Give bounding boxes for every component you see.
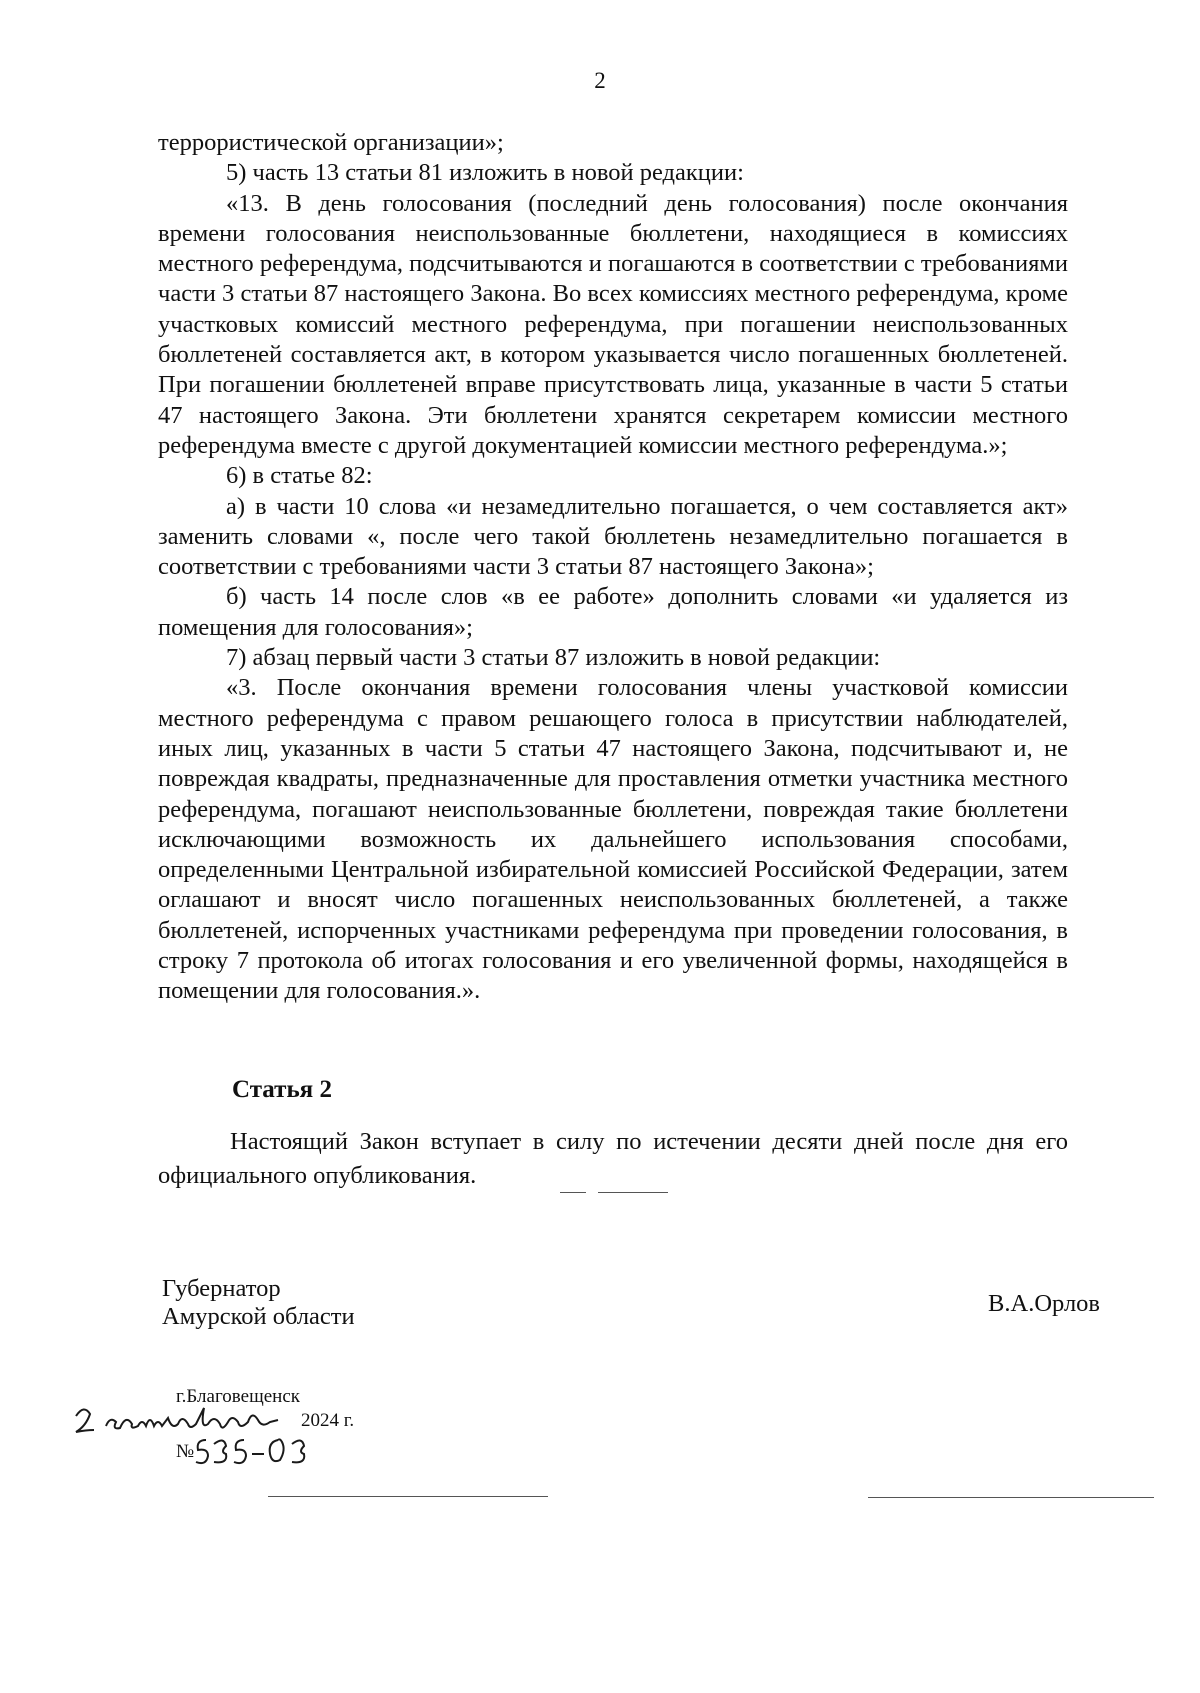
paragraph: террористической организации»; [158,129,504,156]
paragraph: «13. В день голосования (последний день голосования) после окончания времени голосования неиспользованные бюллетени, находящиеся в комиссиях местного референдума, подсчитываются и погашаются в соответствии с требованиями части 3 статьи 87 настоящего Закона. Во всех комиссиях местного референдума, кроме участковых комиссий местного референдума, при погашении неиспользованных бюллетеней составляется акт, в котором указывается число погашенных бюллетеней. При погашении бюллетеней вправе присутствовать лица, указанные в части 5 статьи 47 настоящего Закона. Эти бюллетени хранятся секретарем комиссии местного референдума вместе с другой документацией комиссии местного референдума.»; [158,189,1068,459]
signature-position [162,1275,355,1331]
article-text [158,1125,1068,1193]
number-prefix: № [176,1441,195,1462]
rule-line [868,1497,1154,1498]
rule-line [598,1192,668,1193]
position-line: Губернатор [162,1275,281,1302]
article-heading: Статья 2 [232,1076,332,1103]
paragraph: 7) абзац первый части 3 статьи 87 изложить в новой редакции: [226,644,881,672]
year-suffix: 2024 г. [301,1410,355,1431]
rule-line [560,1192,586,1193]
page-number: 2 [594,68,606,93]
paragraph: 5) часть 13 статьи 81 изложить в новой редакции: [226,159,744,187]
paragraph: а) в части 10 слова «и незамедлительно погашается, о чем составляется акт» заменить словами «, после чего такой бюллетень незамедлительно погашается в соответствии с требованиями части 3 статьи 87 настоящего Закона»; [158,492,1068,581]
city: г.Благовещенск [176,1386,300,1407]
position-line: Амурской области [162,1303,355,1330]
paragraph: 6) в статье 82: [226,462,373,490]
document-body [158,128,1068,1007]
paragraph: б) часть 14 после слов «в ее работе» дополнить словами «и удаляется из помещения для голосования»; [158,583,1068,641]
handwritten-number [192,1432,312,1472]
signer-name: В.А.Орлов [988,1290,1100,1317]
paragraph: Настоящий Закон вступает в силу по истечении десяти дней после дня его официального опубликования. [158,1128,1068,1189]
paragraph: «3. После окончания времени голосования члены участковой комиссии местного референдума с правом решающего голоса в присутствии наблюдателей, иных лиц, указанных в части 5 статьи 47 настоящего Закона, подсчитывают и, не повреждая квадраты, предназначенные для проставления отметки участника местного референдума, погашают неиспользованные бюллетени, повреждая такие бюллетени исключающими возможность их дальнейшего использования способами, определенными Центральной избирательной комиссией Российской Федерации, затем оглашают и вносят число погашенных неиспользованных бюллетеней, а также бюллетеней, испорченных участниками референдума при проведении голосования, в строку 7 протокола об итогах голосования и его увеличенной формы, находящейся в помещении для голосования.». [158,674,1068,1005]
rule-line [268,1496,548,1497]
